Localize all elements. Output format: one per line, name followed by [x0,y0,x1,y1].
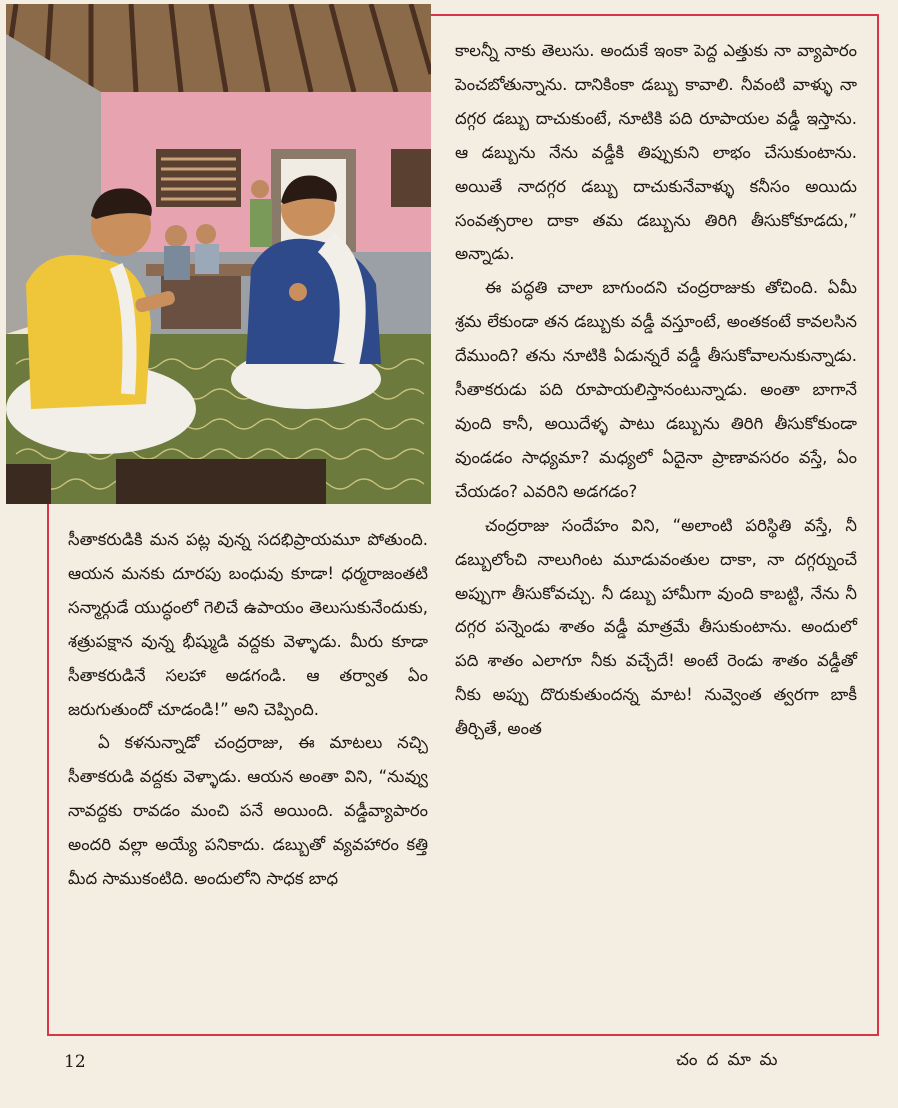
page-number: 12 [64,1052,86,1072]
paragraph: ఈ పద్ధతి చాలా బాగుందని చంద్రరాజుకు తోచింది. ఏమీ శ్రమ లేకుండా తన డబ్బుకు వడ్డీ వస్తూంటే, అంతకంటే కావలసిన దేముంది? తను నూటికి ఏడున్నరే వడ్డీ తీసుకోవాలనుకున్నాడు. సీతాకరుడు పది రూపాయలిస్తానంటున్నాడు. అంతా బాగానే వుంది కానీ, అయిదేళ్ళ పాటు డబ్బును తిరిగి తీసుకోకుండా వుండడం సాధ్యమా? మధ్యలో ఏదైనా ప్రాణావసరం వస్తే, ఏం చేయడం? ఎవరిని అడగడం? [455,278,857,501]
paragraph: ఏ కళనున్నాడో చంద్రరాజు, ఈ మాటలు నచ్చి సీతాకరుడి వద్దకు వెళ్ళాడు. ఆయన అంతా విని, “నువ్వు నావద్దకు రావడం మంచి పనే అయింది. వడ్డీవ్యాపారం అందరి వల్లా అయ్యే పనికాదు. డబ్బుతో వ్యవహారం కత్తి మీద సాముకంటిది. అందులోని సాధక బాధ [68,733,428,889]
right-text-column [455,34,857,746]
illustration-icon [6,4,431,504]
paragraph: చంద్రరాజు సందేహం విని, “అలాంటి పరిస్థితి వస్తే, నీ డబ్బులోంచి నాలుగింట మూడువంతుల దాకా, నా దగ్గర్నుంచే అప్పుగా తీసుకోవచ్చు. నీ డబ్బు హామీగా వుంది కాబట్టి, నేను నీ దగ్గర పన్నెండు శాతం వడ్డీ మాత్రమే తీసుకుంటాను. అందులో పది శాతం ఎలాగూ నీకు వచ్చేదే! అంటే రెండు శాతం వడ్డీతో నీకు అప్పు దొరుకుతుందన్న మాట! నువ్వెంత త్వరగా బాకీ తీర్చితే, అంత [455,515,857,739]
paragraph: సీతాకరుడికి మన పట్ల వున్న సదభిప్రాయమూ పోతుంది. ఆయన మనకు దూరపు బంధువు కూడా! ధర్మరాజంతటి సన్మార్గుడే యుద్ధంలో గెలిచే ఉపాయం తెలుసుకునేందుకు, శత్రుపక్షాన వున్న భీష్ముడి వద్దకు వెళ్ళాడు. మీరు కూడా సీతాకరుడినే సలహా అడగండి. ఆ తర్వాత ఏం జరుగుతుందో చూడండి!” అని చెప్పింది. [68,530,428,719]
story-illustration [6,4,431,504]
left-text-column [68,523,428,896]
paragraph: కాలన్నీ నాకు తెలుసు. అందుకే ఇంకా పెద్ద ఎత్తుకు నా వ్యాపారం పెంచబోతున్నాను. దానికింకా డబ్బు కావాలి. నీవంటి వాళ్ళు నా దగ్గర డబ్బు దాచుకుంటే, నూటికి పది రూపాయల వడ్డీ ఇస్తాను. ఆ డబ్బును నేను వడ్డీకి తిప్పుకుని లాభం చేసుకుంటాను. అయితే నాదగ్గర డబ్బు దాచుకునేవాళ్ళు కనీసం అయిదు సంవత్సరాల దాకా తమ డబ్బును తిరిగి తీసుకోకూడదు,” అన్నాడు. [455,41,857,264]
magazine-title: చందమామ [676,1050,787,1070]
